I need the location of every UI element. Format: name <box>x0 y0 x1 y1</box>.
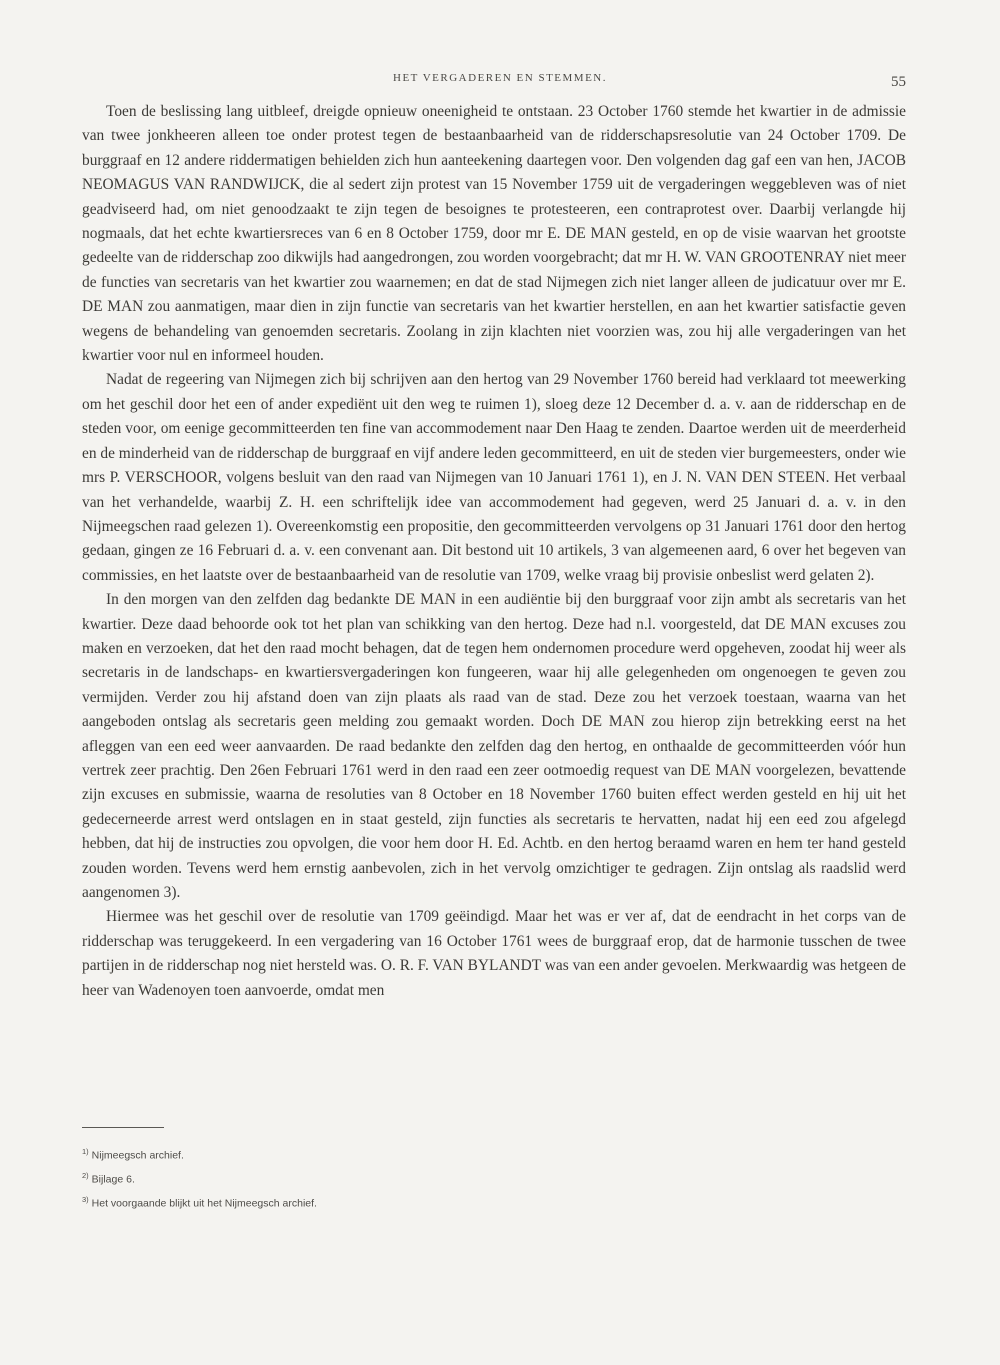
footnotes <box>82 1142 782 1214</box>
page-number: 55 <box>891 74 906 90</box>
footnote-text: Bijlage 6. <box>91 1173 135 1186</box>
footnote-text: Het voorgaande blijkt uit het Nijmeegsch archief. <box>91 1197 317 1210</box>
footnote-mark: 1) <box>82 1147 89 1156</box>
paragraph: Nadat de regeering van Nijmegen zich bij schrijven aan den hertog van 29 November 1760 bereid had verklaard tot meewerking om het geschil door het een of ander expediënt uit den weg te ruimen 1), sloeg deze 12 December d. a. v. aan de ridderschap en de steden voor, om eenige gecommitteerden ten fine van accommodement naar Den Haag te zenden. Daartoe werden uit de meerderheid en de minderheid van de ridderschap de burggraaf en vijf andere leden gecommitteerd, en uit de steden vier burgemeesters, onder wie mrs P. VERSCHOOR, volgens besluit van den raad van Nijmegen van 10 Januari 1761 1), en J. N. VAN DEN STEEN. Het verbaal van het verhandelde, waarbij Z. H. een schriftelijk idee van accommodement had gegeven, werd 25 Januari d. a. v. in den Nijmeegschen raad gelezen 1). Overeenkomstig een propositie, den gecommitteerden vervolgens op 31 Januari 1761 door den hertog gedaan, gingen ze 16 Februari d. a. v. een convenant aan. Dit bestond uit 10 artikels, 3 van algemeenen aard, 6 over het begeven van commissies, en het laatste over de bestaanbaarheid van de resolutie van 1709, welke vraag bij provisie onbeslist werd gelaten 2). <box>82 371 906 584</box>
footnote <box>82 1190 782 1214</box>
paragraph: Toen de beslissing lang uitbleef, dreigde opnieuw oneenigheid te ontstaan. 23 October 1760 stemde het kwartier in de admissie van twee jonkheeren alleen toe onder protest tegen de bestaanbaarheid van de ridderschapsresolutie van 24 October 1709. De burggraaf en 12 andere riddermatigen behielden zich hun aanteekening daartegen voor. Den volgenden dag gaf een van hen, JACOB NEOMAGUS VAN RANDWIJCK, die al sedert zijn protest van 15 November 1759 uit de vergaderingen weggebleven was of niet geadviseerd had, om niet genoodzaakt te zijn tegen de besoignes te protesteeren, een contraprotest over. Daarbij verlangde hij nogmaals, dat het echte kwartiersreces van 6 en 8 October 1759, door mr E. DE MAN gesteld, en op de visie waarvan het grootste gedeelte van de ridderschap zoo dikwijls had aangedrongen, zou worden voorgebracht; dat mr H. W. VAN GROOTENRAY niet meer de functies van secretaris van het kwartier zou waarnemen; en dat de stad Nijmegen zich niet langer alleen de judicatuur over mr E. DE MAN zou aanmatigen, maar dien in zijn functie van secretaris van het kwartier herstellen, en aan het kwartier satisfactie geven wegens de behandeling van genoemden secretaris. Zoolang in zijn klachten niet voorzien was, zou hij alle vergaderingen van het kwartier voor nul en informeel houden. <box>82 103 906 365</box>
running-header: HET VERGADEREN EN STEMMEN. <box>393 72 607 84</box>
footnote <box>82 1142 782 1166</box>
footnote-mark: 2) <box>82 1171 89 1180</box>
footnote-text: Nijmeegsch archief. <box>91 1149 184 1162</box>
footnote <box>82 1166 782 1190</box>
paragraph: In den morgen van den zelfden dag bedankte DE MAN in een audiëntie bij den burggraaf voor zijn ambt als secretaris van het kwartier. Deze daad behoorde ook tot het plan van schikking van den hertog. Deze had n.l. voorgesteld, dat DE MAN excuses zou maken en verzoeken, dat het den raad mocht behagen, dat de tegen hem ondernomen procedure werd opgeheven, zoodat hij weer als secretaris in de landschaps- en kwartiersvergaderingen kon fungeeren, waar hij alle gelegenheden om ongenoegen te geven zou vermijden. Verder zou hij afstand doen van zijn plaats als raad van de stad. Deze zou het verzoek toestaan, waarna van het aangeboden ontslag als secretaris geen melding zou gemaakt worden. Doch DE MAN zou hierop zijn betrekking eerst na het afleggen van een eed weer aanvaarden. De raad bedankte den zelfden dag den hertog, en onthaalde de gecommitteerden vóór hun vertrek zeer prachtig. Den 26en Februari 1761 werd in den raad een zeer ootmoedig request van DE MAN voorgelezen, bevattende zijn excuses en submissie, waarna de resoluties van 8 October en 18 November 1760 buiten effect werden gesteld en hij uit het gedecerneerde arrest werd ontslagen en in staat gesteld, zijn functies als secretaris te hervatten, nadat hij een eed zou afgelegd hebben, dat hij de instructies zou opvolgen, die voor hem door H. Ed. Achtb. en den hertog beraamd waren en hem ter hand gesteld zouden worden. Tevens werd hem ernstig aanbevolen, zich in het vervolg omzichtiger te gedragen. Zijn ontslag als raadslid werd aangenomen 3). <box>82 591 906 901</box>
body-text <box>82 100 906 1003</box>
footnote-divider <box>82 1127 164 1128</box>
footnote-mark: 3) <box>82 1195 89 1204</box>
paragraph: Hiermee was het geschil over de resolutie van 1709 geëindigd. Maar het was er ver af, dat de eendracht in het corps van de ridderschap was teruggekeerd. In een vergadering van 16 October 1761 wees de burggraaf erop, dat de harmonie tusschen de twee partijen in de ridderschap nog niet hersteld was. O. R. F. VAN BYLANDT was van een ander gevoelen. Merkwaardig was hetgeen de heer van Wadenoyen toen aanvoerde, omdat men <box>82 908 906 999</box>
